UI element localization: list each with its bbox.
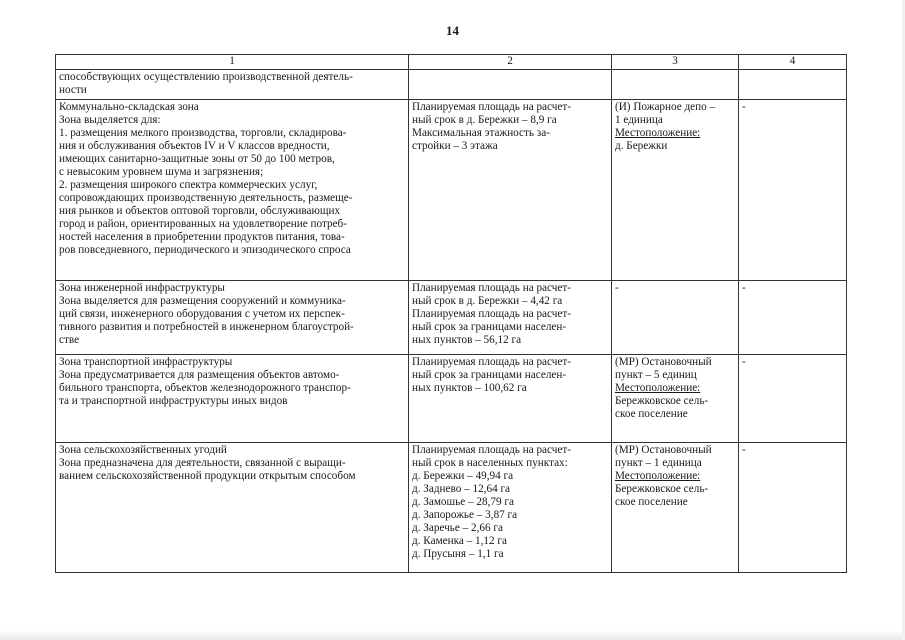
cell-text-line: ванием сельскохозяйственной продукции открытым способом (59, 470, 356, 482)
cell-text-line: ское поселение (615, 496, 688, 508)
cell-text-line: д. Замошье – 28,79 га (412, 496, 514, 508)
cell-text-line: Зона инженерной инфраструктуры (59, 282, 225, 294)
cell-text-line: ское поселение (615, 408, 688, 420)
cell-text-line: Зона предусматривается для размещения объектов автомо- (59, 369, 340, 381)
cell-text-line: пункт – 5 единиц (615, 369, 697, 381)
cell-text-line: пункт – 1 единица (615, 457, 702, 469)
cell-text-line: Максимальная этажность за- (412, 127, 550, 139)
cell-text-line: - (742, 101, 746, 113)
table-cell-col-1 (56, 70, 409, 100)
cell-text-line: д. Прусыня – 1,1 га (412, 548, 504, 560)
cell-text-line: Зона выделяется для размещения сооружений и коммуника- (59, 295, 346, 307)
cell-text-line: - (615, 282, 619, 294)
table-row (56, 355, 847, 443)
cell-text-line: ный срок в д. Бережки – 4,42 га (412, 295, 563, 307)
cell-text-line: Местоположение: (615, 127, 701, 139)
column-header-3: 3 (612, 55, 739, 70)
cell-text-line: ности (59, 84, 87, 96)
table-cell-col-4 (739, 281, 847, 355)
column-header-1: 1 (56, 55, 409, 70)
cell-text-line: Планируемая площадь на расчет- (412, 444, 571, 456)
zones-table (55, 54, 847, 573)
cell-text-line: 1. размещения мелкого производства, торговли, складирова- (59, 127, 347, 139)
table-cell-col-3 (612, 443, 739, 573)
cell-text-line: имеющих санитарно-защитные зоны от 50 до 100 метров, (59, 153, 335, 165)
cell-text-line: - (742, 356, 746, 368)
cell-text-line: способствующих осуществлению производственной деятель- (59, 71, 353, 83)
cell-text-line: д. Запорожье – 3,87 га (412, 509, 518, 521)
cell-text-line: ностей населения в приобретении продуктов питания, това- (59, 231, 345, 243)
cell-text-line: ных пунктов – 56,12 га (412, 334, 522, 346)
table-cell-col-3 (612, 100, 739, 281)
cell-text-line: д. Заречье – 2,66 га (412, 522, 503, 534)
table-cell-col-1 (56, 443, 409, 573)
cell-text-line: Местоположение: (615, 470, 701, 482)
cell-text-line: ный срок в населенных пунктах: (412, 457, 568, 469)
cell-text-line: Зона выделяется для: (59, 114, 161, 126)
table-cell-col-2 (409, 70, 612, 100)
table-cell-col-4 (739, 355, 847, 443)
column-header-4: 4 (739, 55, 847, 70)
cell-text-line: (МР) Остановочный (615, 444, 712, 456)
cell-text-line: бильного транспорта, объектов железнодорожного транспор- (59, 382, 351, 394)
cell-text-line: та и транспортной инфраструктуры иных видов (59, 395, 288, 407)
cell-text-line: 2. размещения широкого спектра коммерческих услуг, (59, 179, 318, 191)
cell-text-line: Бережковское сель- (615, 395, 709, 407)
cell-text-line: ния и обслуживания объектов IV и V классов вредности, (59, 140, 330, 152)
cell-text-line: д. Заднево – 12,64 га (412, 483, 511, 495)
table-row (56, 443, 847, 573)
cell-text-line: Коммунально-складская зона (59, 101, 199, 113)
cell-text-line: ций связи, инженерного оборудования с учетом их перспек- (59, 308, 345, 320)
cell-text-line: сопровождающих производственную деятельность, размеще- (59, 192, 353, 204)
cell-text-line: (И) Пожарное депо – (615, 101, 716, 113)
cell-text-line: ный срок в д. Бережки – 8,9 га (412, 114, 557, 126)
cell-text-line: стве (59, 334, 80, 346)
cell-text-line: - (742, 444, 746, 456)
cell-text-line: - (742, 282, 746, 294)
cell-text-line: Местоположение: (615, 382, 701, 394)
table-row (56, 70, 847, 100)
table-cell-col-4 (739, 443, 847, 573)
cell-text-line: Зона предназначена для деятельности, связанной с выращи- (59, 457, 346, 469)
cell-text-line: с невысоким уровнем шума и загрязнения; (59, 166, 264, 178)
cell-text-line: Зона транспортной инфраструктуры (59, 356, 233, 368)
table-cell-col-2 (409, 443, 612, 573)
cell-text-line: (МР) Остановочный (615, 356, 712, 368)
cell-text-line: Планируемая площадь на расчет- (412, 356, 571, 368)
column-header-2: 2 (409, 55, 612, 70)
table-cell-col-3 (612, 70, 739, 100)
cell-text-line: ния рынков и объектов оптовой торговли, обслуживающих (59, 205, 341, 217)
scan-edge (0, 630, 905, 640)
table-cell-col-1 (56, 355, 409, 443)
cell-text-line: Планируемая площадь на расчет- (412, 308, 571, 320)
page-number: 14 (446, 23, 459, 38)
cell-text-line: стройки – 3 этажа (412, 140, 498, 152)
table-row (56, 281, 847, 355)
cell-text-line: тивного развития и потребностей в инженерном благоустрой- (59, 321, 354, 333)
table-cell-col-2 (409, 100, 612, 281)
cell-text-line: ров повседневного, периодического и эпизодического спроса (59, 244, 351, 256)
cell-text-line: Планируемая площадь на расчет- (412, 282, 571, 294)
cell-text-line: ный срок за границами населен- (412, 369, 567, 381)
table-cell-col-1 (56, 281, 409, 355)
cell-text-line: Зона сельскохозяйственных угодий (59, 444, 227, 456)
table-row (56, 100, 847, 281)
table-cell-col-3 (612, 355, 739, 443)
table-cell-col-1 (56, 100, 409, 281)
cell-text-line: д. Каменка – 1,12 га (412, 535, 507, 547)
cell-text-line: Бережковское сель- (615, 483, 709, 495)
table-cell-col-4 (739, 100, 847, 281)
table-cell-col-3 (612, 281, 739, 355)
cell-text-line: д. Бережки – 49,94 га (412, 470, 514, 482)
cell-text-line: д. Бережки (615, 140, 668, 152)
table-cell-col-2 (409, 355, 612, 443)
cell-text-line: Планируемая площадь на расчет- (412, 101, 571, 113)
table-cell-col-4 (739, 70, 847, 100)
header-row (56, 55, 847, 70)
cell-text-line: 1 единица (615, 114, 663, 126)
table-cell-col-2 (409, 281, 612, 355)
cell-text-line: город и район, ориентированных на удовлетворение потреб- (59, 218, 347, 230)
cell-text-line: ных пунктов – 100,62 га (412, 382, 527, 394)
cell-text-line: ный срок за границами населен- (412, 321, 567, 333)
